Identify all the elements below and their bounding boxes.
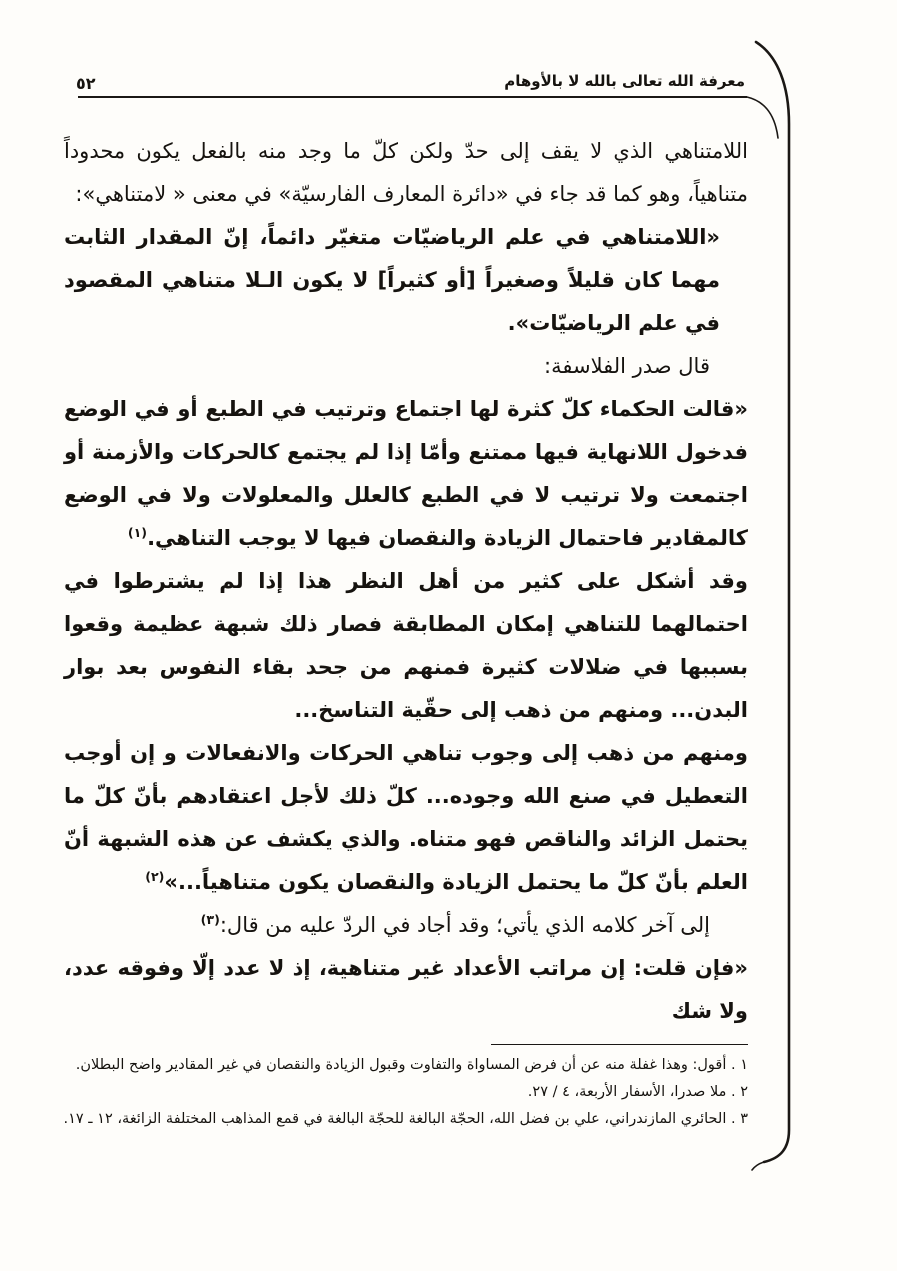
text-run: ومنهم من ذهب إلى وجوب تناهي الحركات والانفعالات و إن أوجب التعطيل في صنع الله وجوده... كلّ ذلك لأجل اعتقادهم بأنّ كلّ ما يحتمل الزائد والناقص فهو متناه. والذي يكشف عن هذه الشبهة أنّ العلم بأنّ كلّ ما يحتمل الزيادة والنقصان يكون متناهياً...» xyxy=(64,741,748,894)
header-rule xyxy=(78,96,747,98)
page-header xyxy=(70,70,747,96)
text-run: قال صدر الفلاسفة: xyxy=(544,354,710,378)
body-text xyxy=(64,130,748,1033)
page-number: ٥٢ xyxy=(76,74,96,93)
footnote-separator xyxy=(491,1044,748,1045)
border-inner-curve xyxy=(747,97,778,138)
border-outer-curve xyxy=(756,42,789,1162)
footnote-ref: (٢) xyxy=(145,869,165,884)
body-paragraph xyxy=(64,345,748,388)
text-run: وقد أشكل على كثير من أهل النظر هذا إذا لم يشترطوا في احتمالهما للتناهي إمكان المطابقة فصار ذلك شبهة عظيمة وقعوا بسببها في ضلالات كثيرة فمنهم من جحد بقاء النفوس بعد بوار البدن... ومنهم من ذهب إلى حقّية التناسخ... xyxy=(64,569,748,722)
body-paragraph xyxy=(64,904,748,947)
running-head-title: معرفة الله تعالى بالله لا بالأوهام xyxy=(504,72,745,90)
footnote-ref: (٣) xyxy=(200,912,220,927)
body-paragraph xyxy=(64,947,748,1033)
text-run: «فإن قلت: إن مراتب الأعداد غير متناهية، إذ لا عدد إلّا وفوقه عدد، ولا شك xyxy=(64,956,748,1023)
body-paragraph xyxy=(64,130,748,216)
footnote-item: ٣ . الحائري المازندراني، علي بن فضل الله، الحجّة البالغة للحجّة البالغة في قمع المذاهب المختلفة الزائغة، ١٢ ـ ١٧. xyxy=(63,1111,748,1127)
body-paragraph xyxy=(64,388,748,560)
footnotes-list xyxy=(58,1052,748,1133)
footnote-ref: (١) xyxy=(127,525,148,540)
body-paragraph xyxy=(64,732,748,904)
footnote-item: ٢ . ملا صدرا، الأسفار الأربعة، ٤ / ٢٧. xyxy=(527,1084,748,1100)
text-run: «اللامتناهي في علم الرياضيّات متغيّر دائماً، إنّ المقدار الثابت مهما كان قليلاً وصغيراً [أو كثيراً] لا يكون الـلا متناهي المقصود في علم الرياضيّات». xyxy=(64,225,720,335)
text-run: إلى آخر كلامه الذي يأتي؛ وقد أجاد في الردّ عليه من قال: xyxy=(219,913,710,937)
text-run: اللامتناهي الذي لا يقف إلى حدّ ولكن كلّ ما وجد منه بالفعل يكون محدوداً متناهياً، وهو كما قد جاء في «دائرة المعارف الفارسيّة» في معنى « لامتناهي»: xyxy=(64,139,748,206)
body-paragraph xyxy=(64,560,748,732)
footnote-item: ١ . أقول: وهذا غفلة منه عن أن فرض المساواة والتفاوت وقبول الزيادة والنقصان في غير المقادير واضح البطلان. xyxy=(75,1057,748,1073)
border-bottom-tail xyxy=(752,1162,764,1170)
text-run: «قالت الحكماء كلّ كثرة لها اجتماع وترتيب في الطبع أو في الوضع فدخول اللانهاية فيها ممتنع وأمّا إذا لم يجتمع كالحركات والأزمنة أو اجتمعت ولا ترتيب لا في الطبع كالعلل والمعلولات ولا في الوضع كالمقادير فاحتمال الزيادة والنقصان فيها لا يوجب التناهي. xyxy=(64,397,748,550)
body-paragraph xyxy=(64,216,748,345)
